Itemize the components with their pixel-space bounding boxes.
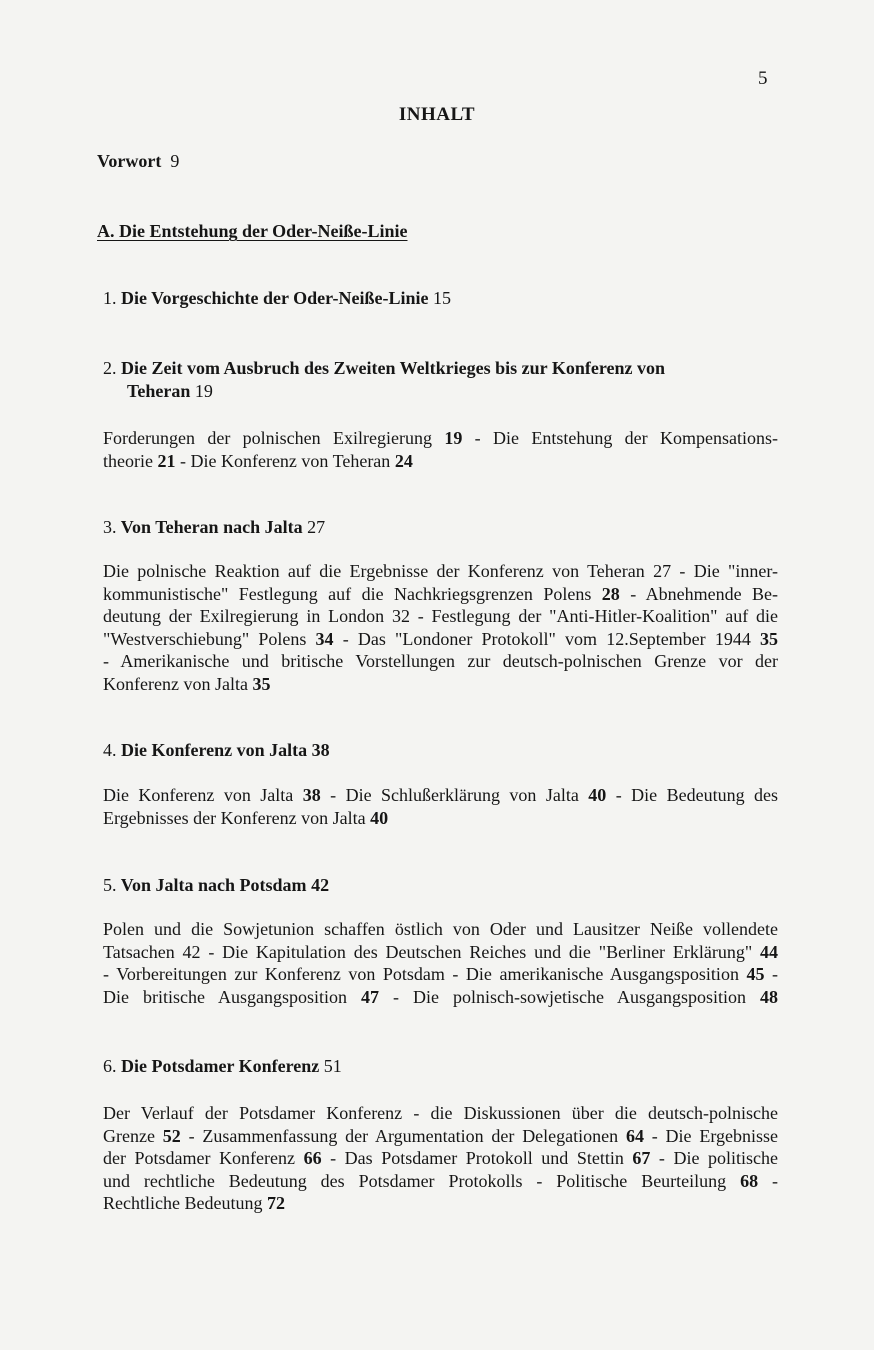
chapter-6-sub-line1: Der Verlauf der Potsdamer Konferenz - die Diskussionen über die deutsch-polnische — [103, 1103, 778, 1123]
chapter-6-title: Die Potsdamer Konferenz — [121, 1056, 320, 1076]
toc-chapter-4 — [103, 740, 330, 761]
part-a-heading: A. Die Entstehung der Oder-Neiße-Linie — [97, 221, 408, 241]
chapter-2-heading-line2 — [103, 380, 763, 403]
chapter-3-sub-line3: deutung der Exilregierung in London 32 - Festlegung der "Anti-Hitler-Koalition" auf die — [103, 606, 778, 627]
chapter-5-subentries — [103, 918, 778, 1008]
chapter-4-sub-line1: Die Konferenz von Jalta 38 - Die Schlußerklärung von Jalta 40 - Die Bedeutung des — [103, 785, 779, 805]
chapter-2-number: 2. — [103, 358, 117, 378]
chapter-5-number: 5. — [103, 875, 117, 895]
toc-chapter-5 — [103, 875, 329, 896]
chapter-4-subentries — [103, 784, 778, 829]
chapter-5-sub-line3: - Vorbereitungen zur Konferenz von Potsdam - Die amerikanische Ausgangsposition 45 - — [103, 964, 778, 985]
chapter-6-sub-line3: der Potsdamer Konferenz 66 - Das Potsdamer Protokoll und Stettin 67 - Die politische — [103, 1148, 778, 1169]
chapter-3-number: 3. — [103, 517, 117, 537]
chapter-2-title-line2: Teheran — [127, 380, 191, 401]
chapter-6-sub-line5: Rechtliche Bedeutung 72 — [103, 1193, 285, 1214]
chapter-6-number: 6. — [103, 1056, 117, 1076]
chapter-4-page: 38 — [311, 740, 330, 760]
chapter-4-title: Die Konferenz von Jalta — [121, 740, 308, 760]
chapter-5-sub-line1: Polen und die Sowjetunion schaffen östlich von Oder und Lausitzer Neiße vollendete — [103, 919, 778, 939]
chapter-6-sub-line4: und rechtliche Bedeutung des Potsdamer Protokolls - Politische Beurteilung 68 - — [103, 1170, 778, 1191]
vorwort-page: 9 — [170, 151, 180, 171]
chapter-6-page: 51 — [323, 1056, 342, 1076]
chapter-5-page: 42 — [311, 875, 330, 895]
page-number: 5 — [758, 68, 768, 89]
toc-entry-vorwort — [97, 151, 179, 172]
chapter-1-number: 1. — [103, 288, 117, 308]
chapter-3-sub-line5: - Amerikanische und britische Vorstellungen zur deutsch-polnischen Grenze vor der — [103, 651, 778, 672]
chapter-3-title: Von Teheran nach Jalta — [120, 517, 303, 537]
chapter-2-heading-line1 — [103, 357, 763, 380]
chapter-6-subentries — [103, 1102, 778, 1215]
page-title: INHALT — [398, 104, 476, 125]
vorwort-label: Vorwort — [97, 151, 162, 171]
chapter-2-subentries — [103, 427, 778, 472]
toc-chapter-2 — [103, 357, 763, 402]
toc-chapter-3 — [103, 517, 325, 538]
chapter-2-page: 19 — [194, 380, 213, 401]
chapter-1-page: 15 — [432, 288, 451, 308]
chapter-3-sub-line4: "Westverschiebung" Polens 34 - Das "Londoner Protokoll" vom 12.September 1944 35 — [103, 628, 778, 649]
chapter-3-page: 27 — [307, 517, 326, 537]
chapter-4-sub-line2: Ergebnisses der Konferenz von Jalta 40 — [103, 807, 389, 828]
chapter-3-sub-line2: kommunistische" Festlegung auf die Nachkriegsgrenzen Polens 28 - Abnehmende Be- — [103, 583, 778, 604]
chapter-5-sub-line2: Tatsachen 42 - Die Kapitulation des Deutschen Reiches und die "Berliner Erklärung" 44 — [103, 941, 778, 962]
chapter-2-title-line1: Die Zeit vom Ausbruch des Zweiten Weltkrieges bis zur Konferenz von — [121, 358, 665, 378]
chapter-5-title: Von Jalta nach Potsdam — [120, 875, 307, 895]
chapter-1-title: Die Vorgeschichte der Oder-Neiße-Linie — [121, 288, 429, 308]
toc-chapter-6 — [103, 1056, 342, 1077]
chapter-3-subentries — [103, 560, 778, 696]
chapter-5-sub-line4: Die britische Ausgangsposition 47 - Die polnisch-sowjetische Ausgangsposition 48 — [103, 986, 779, 1007]
chapter-4-number: 4. — [103, 740, 117, 760]
toc-chapter-1 — [103, 288, 451, 309]
chapter-2-sub-line2: theorie 21 - Die Konferenz von Teheran 24 — [103, 450, 413, 471]
chapter-2-sub-line1: Forderungen der polnischen Exilregierung 19 - Die Entstehung der Kompensations- — [103, 428, 778, 448]
chapter-3-sub-line6: Konferenz von Jalta 35 — [103, 673, 271, 694]
chapter-3-sub-line1: Die polnische Reaktion auf die Ergebnisse der Konferenz von Teheran 27 - Die "inner- — [103, 561, 778, 581]
chapter-6-sub-line2: Grenze 52 - Zusammenfassung der Argumentation der Delegationen 64 - Die Ergebnisse — [103, 1125, 778, 1146]
